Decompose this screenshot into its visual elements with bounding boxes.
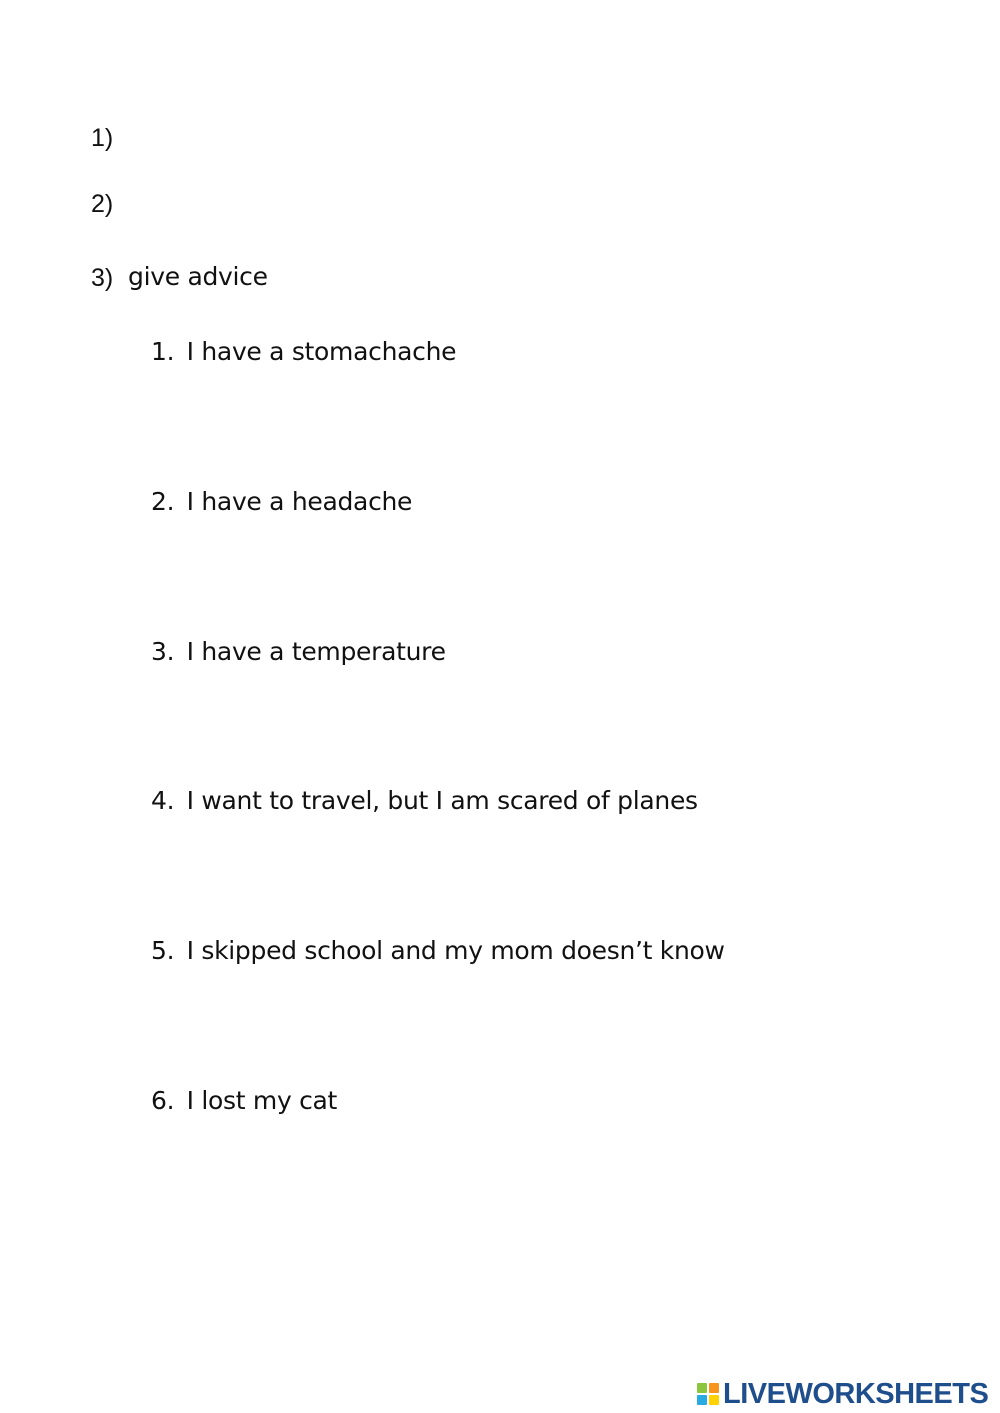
advice-item	[151, 786, 698, 816]
advice-item	[151, 337, 456, 367]
advice-item-text: I want to travel, but I am scared of planes	[186, 786, 698, 815]
advice-item-number: 6.	[151, 1086, 175, 1115]
advice-item-text: I have a temperature	[186, 637, 446, 666]
liveworksheets-logo-icon	[697, 1383, 719, 1405]
section-number-1: 1)	[91, 124, 114, 152]
advice-item-text: I have a stomachache	[186, 337, 457, 366]
advice-item-number: 1.	[151, 337, 175, 366]
advice-item-text: I skipped school and my mom doesn’t know	[186, 936, 725, 965]
advice-item-number: 2.	[151, 487, 175, 516]
advice-item-number: 4.	[151, 786, 175, 815]
advice-item	[151, 637, 446, 667]
liveworksheets-logo[interactable]	[697, 1378, 988, 1410]
advice-item-number: 5.	[151, 936, 175, 965]
section-number-3: 3)	[91, 264, 114, 292]
section-title-give-advice: give advice	[128, 262, 268, 291]
advice-item-number: 3.	[151, 637, 175, 666]
advice-item-text: I have a headache	[186, 487, 413, 516]
advice-item	[151, 1086, 337, 1116]
liveworksheets-logo-text: LIVEWORKSHEETS	[723, 1377, 989, 1410]
section-number-2: 2)	[91, 190, 114, 218]
advice-item-text: I lost my cat	[186, 1086, 338, 1115]
advice-item	[151, 487, 412, 517]
advice-item	[151, 936, 725, 966]
